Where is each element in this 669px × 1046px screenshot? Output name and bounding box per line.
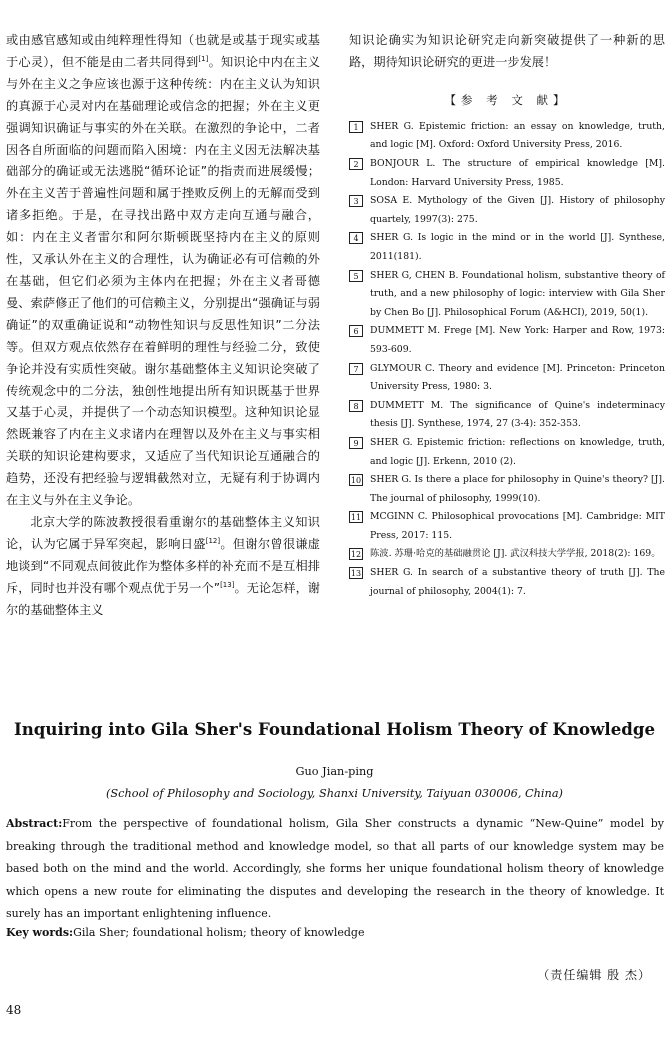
english-affiliation: (School of Philosophy and Sociology, Shanxi University, Taiyuan 030006, China) bbox=[106, 787, 563, 800]
reference-item bbox=[349, 229, 665, 266]
reference-text: SHER G. Is there a place for philosophy in Quine's theory? [J]. The journal of philosophy, 1999(10). bbox=[370, 474, 665, 504]
citation-12[interactable]: [12] bbox=[205, 536, 221, 545]
english-abstract bbox=[6, 813, 664, 926]
reference-text: SOSA E. Mythology of the Given [J]. History of philosophy quartely, 1997(3): 275. bbox=[370, 195, 665, 225]
references-list bbox=[349, 118, 665, 601]
body-paragraph-2: 北京大学的陈波教授很看重谢尔的基础整体主义知识论，认为它属于异军突起，影响日盛[12]。但谢尔曾很谦虚地谈到“不同观点间彼此作为整体多样的补充而不是互相排斥，同时也并没有哪个观点优于另一个”[13]。无论怎样，谢尔的基础整体主义 bbox=[6, 514, 320, 617]
reference-text: SHER G, CHEN B. Foundational holism, substantive theory of truth, and a new philosophy of logic: interview with Gila Sher by Chen Bo [J]. Philosophical Forum (A&HCI), 2019, 50(1). bbox=[370, 269, 665, 318]
reference-item bbox=[349, 397, 665, 434]
editor-note: （责任编辑 殷 杰） bbox=[537, 968, 651, 982]
reference-text: SHER G. Is logic in the mind or in the world [J]. Synthese, 2011(181). bbox=[370, 232, 665, 262]
reference-text: SHER G. Epistemic friction: reflections on knowledge, truth, and logic [J]. Erkenn, 2010 (2). bbox=[370, 436, 665, 467]
reference-text: SHER G. In search of a substantive theory of truth [J]. The journal of philosophy, 2004(1): 7. bbox=[370, 567, 665, 597]
reference-number: 7 bbox=[349, 363, 363, 375]
body-paragraph-1: 或由感官感知或由纯粹理性得知（也就是或基于现实或基于心灵），但不能是由二者共同得到[1]。知识论中内在主义与外在主义之争应该也源于这种传统：内在主义认为知识的真源于心灵对内在基础理论或信念的把握；外在主义更强调知识确证与事实的外在关联。在激烈的争论中，二者因各自所面临的问题而陷入困境：内在主义因无法解决基础部分的确证或无法逃脱“循环论证”的指责而进展缓慢；外在主义苦于普遍性问题和属于挫败反例上的无解而受到诸多拒绝。于是，在寻找出路中双方走向互通与融合，如：内在主义者雷尔和阿尔斯顿既坚持内在主义的原则性，又承认外在主义的合理性，认为确证必有可信赖的外在基础，但它们必须为主体内在把握；外在主义者哥德曼、索萨修正了他们的可信赖主义，分别提出“强确证与弱确证”的双重确证说和“动物性知识与反思性知识”二分法等。但双方观点依然存在着鲜明的理性与经验二分，致使争论并没有实质性突破。谢尔基础整体主义知识论突破了传统观念中的二分法，独创性地提出所有知识既基于世界又基于心灵，并提供了一个动态知识模型。这种知识论显然既兼容了内在主义求诸内在理智以及外在主义与事实相关联的知识论建构要求，又适应了当代知识论互通融合的趋势，还没有把经验与逻辑截然对立，无疑有利于协调内在主义与外在主义争论。 bbox=[6, 33, 321, 508]
reference-number: 6 bbox=[349, 325, 363, 337]
abstract-label: Abstract: bbox=[6, 817, 63, 830]
reference-text: 陈波. 苏珊·哈克的基础融贯论 [J]. 武汉科技大学学报, 2018(2): 169。 bbox=[370, 548, 661, 560]
keywords-text: Gila Sher; foundational holism; theory of knowledge bbox=[73, 926, 365, 939]
reference-number: 4 bbox=[349, 232, 363, 244]
english-author: Guo Jian-ping bbox=[295, 765, 374, 778]
reference-text: BONJOUR L. The structure of empirical knowledge [M]. London: Harvard University Press, 1985. bbox=[370, 158, 665, 188]
reference-number: 5 bbox=[349, 270, 363, 282]
reference-number: 3 bbox=[349, 195, 363, 207]
reference-text: MCGINN C. Philosophical provocations [M]. Cambridge: MIT Press, 2017: 115. bbox=[370, 511, 665, 541]
reference-item bbox=[349, 155, 665, 192]
reference-number: 8 bbox=[349, 400, 363, 412]
reference-item bbox=[349, 564, 665, 601]
abstract-text: From the perspective of foundational holism, Gila Sher constructs a dynamic “New-Quine” model by breaking through the traditional method and knowledge model, so that all parts of our knowledge system may be based both on the mind and the world. Accordingly, she forms her unique foundational holism theory of knowledge which opens a new route for eliminating the disputes and developing the research in the theory of knowledge. It surely has an important enlightening influence. bbox=[6, 817, 664, 920]
reference-item bbox=[349, 545, 665, 564]
reference-number: 12 bbox=[350, 550, 362, 560]
body-paragraph-tail: 知识论确实为知识论研究走向新突破提供了一种新的思路，期待知识论研究的更进一步发展！ bbox=[349, 33, 665, 69]
english-keywords bbox=[6, 926, 364, 939]
reference-number: 9 bbox=[349, 437, 363, 449]
page-number: 48 bbox=[6, 1003, 22, 1017]
reference-text: SHER G. Epistemic friction: an essay on knowledge, truth, and logic [M]. Oxford: Oxford University Press, 2016. bbox=[370, 120, 665, 151]
left-column bbox=[6, 30, 320, 621]
reference-number: 2 bbox=[349, 158, 363, 170]
reference-item bbox=[349, 267, 665, 323]
reference-item bbox=[349, 434, 665, 471]
reference-number: 1 bbox=[349, 121, 363, 133]
references-heading: 【参 考 文 献】 bbox=[444, 92, 570, 107]
reference-number: 11 bbox=[350, 513, 362, 523]
reference-item bbox=[349, 508, 665, 545]
reference-number: 13 bbox=[350, 569, 362, 579]
keywords-label: Key words: bbox=[6, 926, 74, 939]
english-title: Inquiring into Gila Sher's Foundational Holism Theory of Knowledge bbox=[13, 719, 656, 739]
reference-number: 10 bbox=[350, 476, 362, 486]
reference-item bbox=[349, 471, 665, 508]
citation-1[interactable]: [1] bbox=[198, 54, 209, 63]
reference-text: DUMMETT M. The significance of Quine's indeterminacy thesis [J]. Synthese, 1974, 27 (3-4): 352-353. bbox=[370, 399, 665, 430]
reference-item bbox=[349, 360, 665, 397]
reference-item bbox=[349, 118, 665, 155]
right-column bbox=[349, 30, 665, 601]
citation-13[interactable]: [13] bbox=[220, 580, 235, 589]
reference-text: DUMMETT M. Frege [M]. New York: Harper and Row, 1973: 593-609. bbox=[370, 325, 665, 355]
reference-text: GLYMOUR C. Theory and evidence [M]. Princeton: Princeton University Press, 1980: 3. bbox=[370, 362, 665, 393]
reference-item bbox=[349, 322, 665, 359]
reference-item bbox=[349, 192, 665, 229]
